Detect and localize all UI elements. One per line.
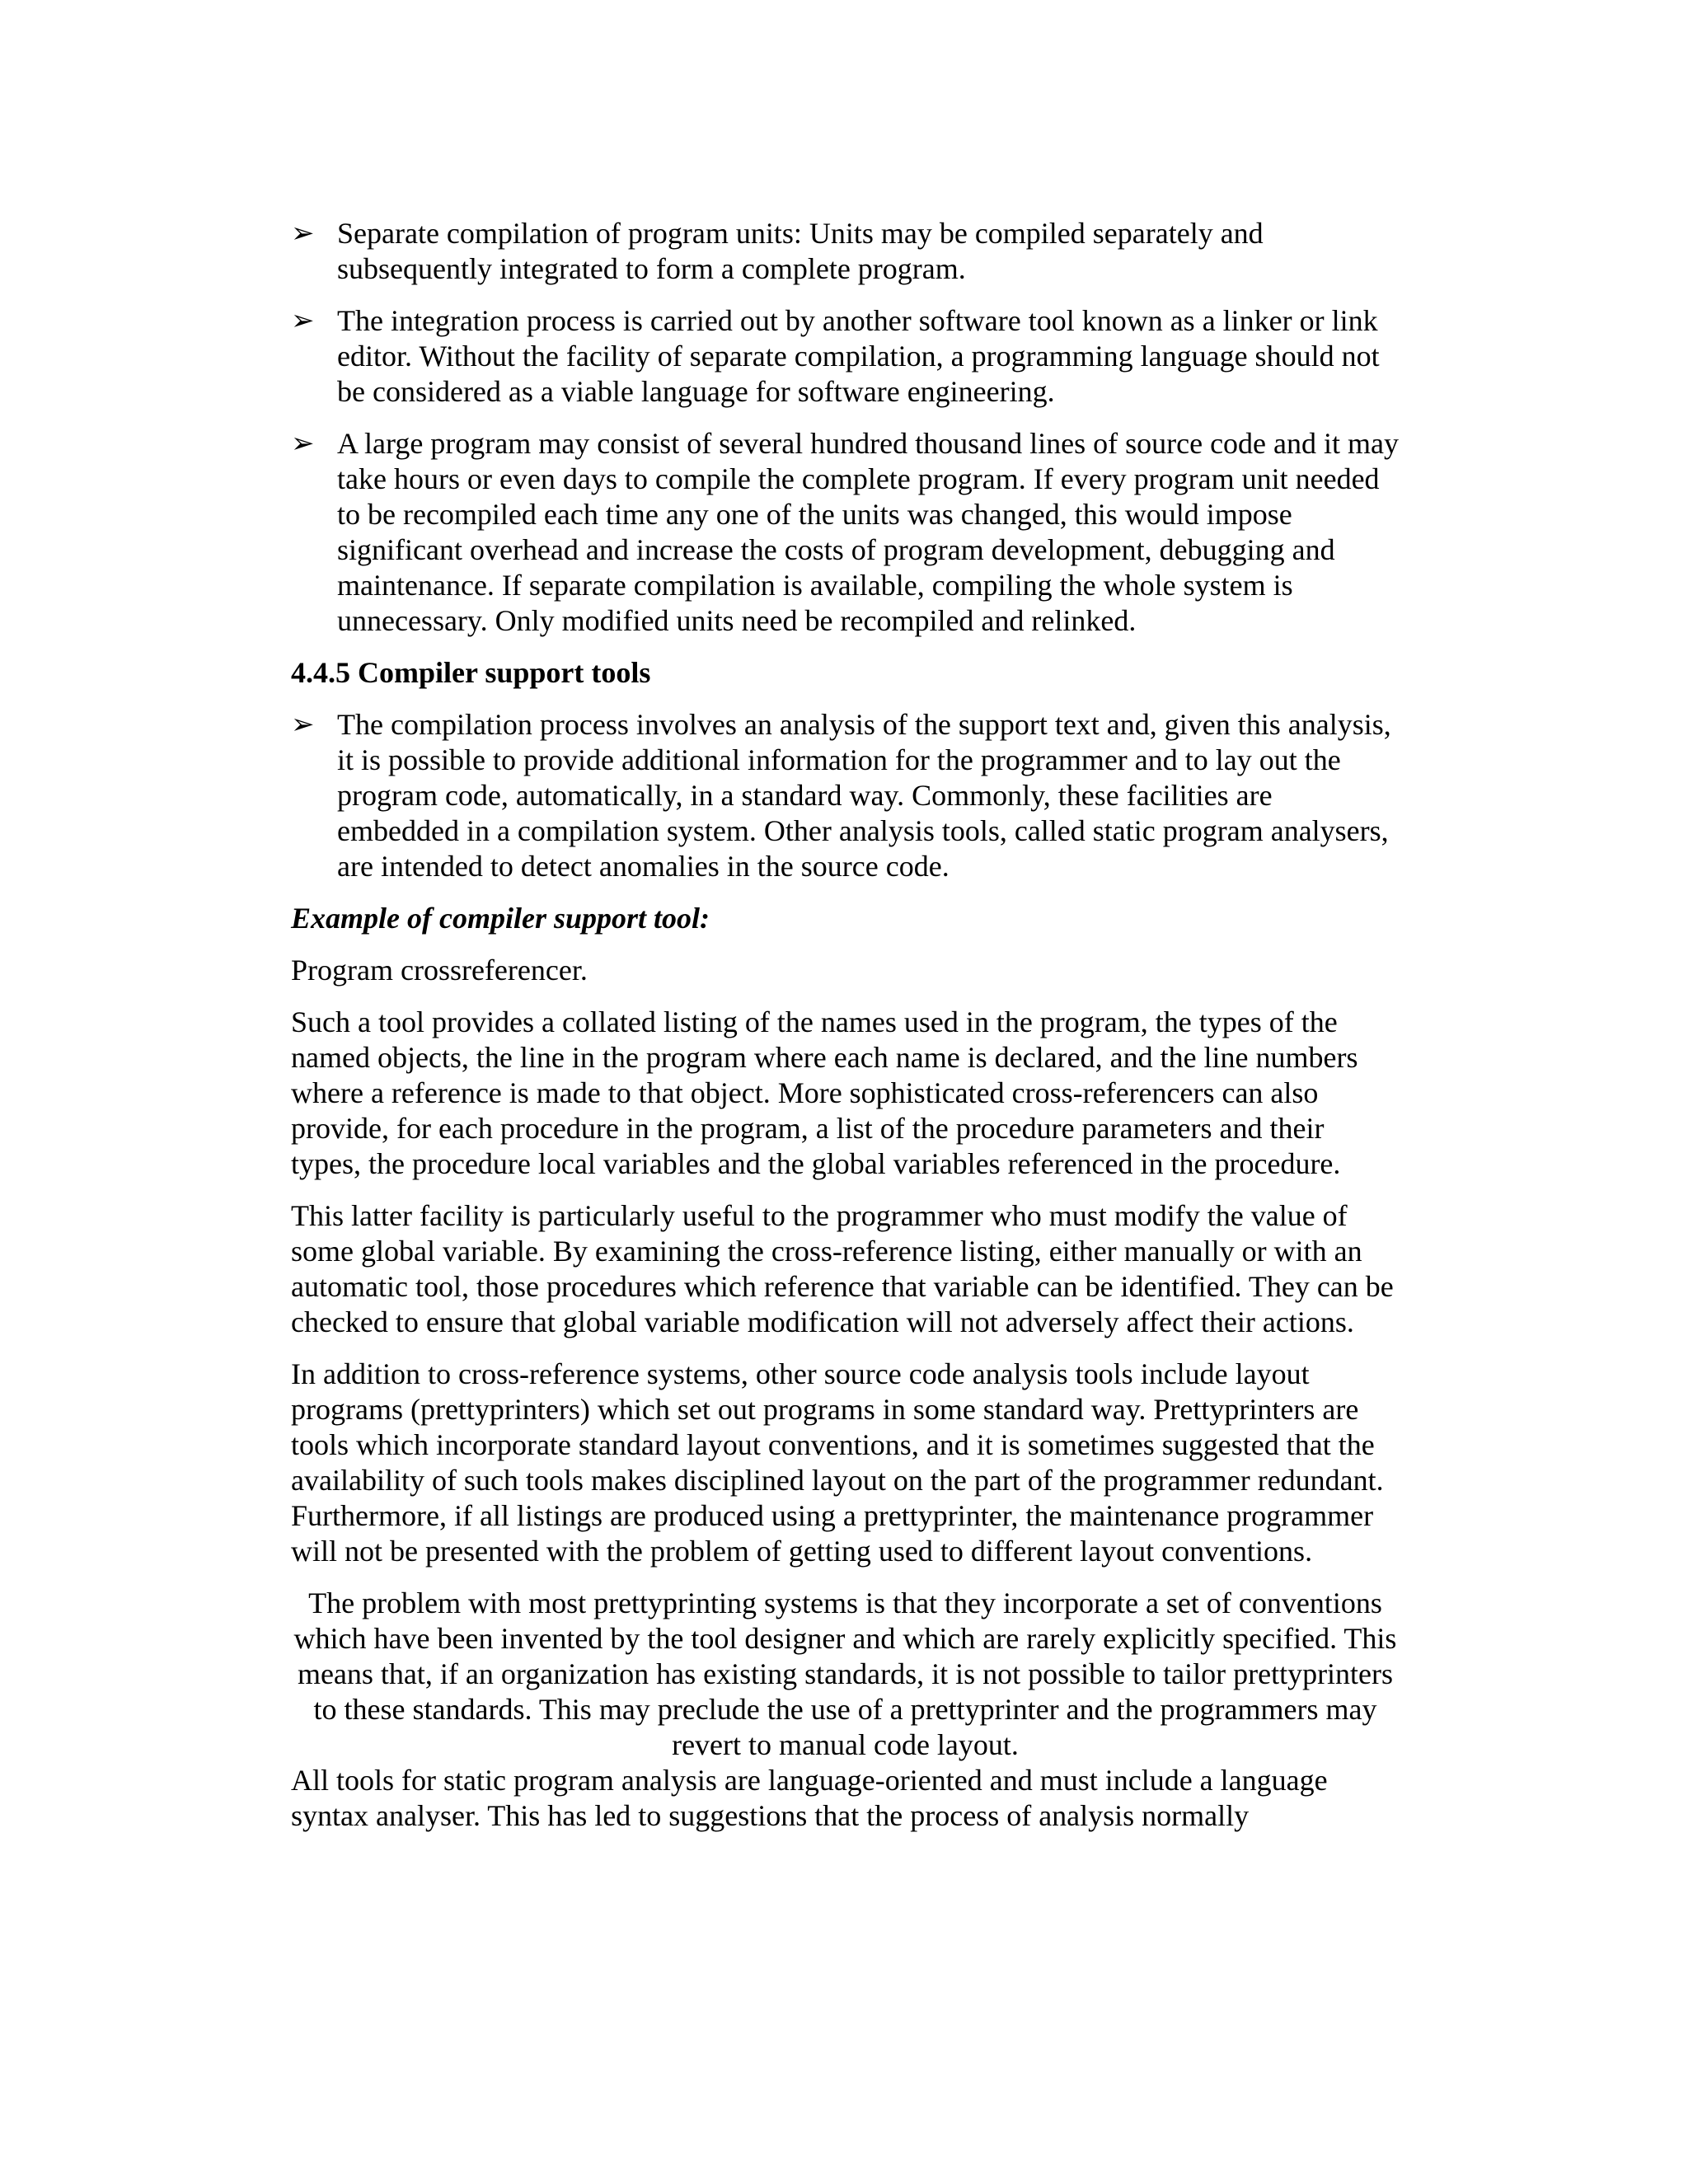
page-content <box>291 216 1400 1850</box>
bullet-text: Separate compilation of program units: Units may be compiled separately and subsequently integrated to form a complete program. <box>337 217 1264 285</box>
paragraph: In addition to cross-reference systems, other source code analysis tools include layout programs (prettyprinters) which set out programs in some standard way. Prettyprinters are tools which incorporate standard layout conventions, and it is sometimes suggested that the availability of such tools makes disciplined layout on the part of the programmer redundant. Furthermore, if all listings are produced using a prettyprinter, the maintenance programmer will not be presented with the problem of getting used to different layout conventions. <box>291 1357 1384 1568</box>
arrow-bullet-icon: ➢ <box>291 218 315 249</box>
bullet-text: The integration process is carried out by another software tool known as a linker or link editor. Without the facility of separate compilation, a programming language should not be considered as a viable language for software engineering. <box>337 304 1380 408</box>
arrow-bullet-icon: ➢ <box>291 306 315 336</box>
section-heading: 4.4.5 Compiler support tools <box>291 656 651 689</box>
paragraph: This latter facility is particularly useful to the programmer who must modify the value of some global variable. By examining the cross-reference listing, either manually or with an automatic tool, those procedures which reference that variable can be identified. They can be checked to ensure that global variable modification will not adversely affect their actions. <box>291 1199 1394 1338</box>
list-item <box>291 216 1400 287</box>
bullet-text: A large program may consist of several hundred thousand lines of source code and it may take hours or even days to compile the complete program. If every program unit needed to be recompiled each time any one of the units was changed, this would impose significant overhead and increase the costs of program development, debugging and maintenance. If separate compilation is available, compiling the whole system is unnecessary. Only modified units need be recompiled and relinked. <box>337 427 1399 637</box>
top-bullet-list <box>291 216 1400 639</box>
paragraph: Program crossreferencer. <box>291 954 588 987</box>
list-item <box>291 303 1400 410</box>
example-heading: Example of compiler support tool: <box>291 902 710 935</box>
bullet-text: The compilation process involves an analysis of the support text and, given this analysis, it is possible to provide additional information for the programmer and to lay out the program code, automatically, in a standard way. Commonly, these facilities are embedded in a compilation system. Other analysis tools, called static program analysers, are intended to detect anomalies in the source code. <box>337 708 1391 883</box>
arrow-bullet-icon: ➢ <box>291 710 315 740</box>
list-item <box>291 707 1400 884</box>
list-item <box>291 426 1400 639</box>
paragraph: Such a tool provides a collated listing of the names used in the program, the types of the named objects, the line in the program where each name is declared, and the line numbers where a reference is made to that object. More sophisticated cross-referencers can also provide, for each procedure in the program, a list of the procedure parameters and their types, the procedure local variables and the global variables referenced in the procedure. <box>291 1005 1358 1180</box>
final-paragraph: All tools for static program analysis are language-oriented and must include a language syntax analyser. This has led to suggestions that the process of analysis normally <box>291 1764 1328 1832</box>
section-bullet-list <box>291 707 1400 884</box>
centered-paragraph: The problem with most prettyprinting systems is that they incorporate a set of conventions which have been invented by the tool designer and which are rarely explicitly specified. This means that, if an organization has existing standards, it is not possible to tailor prettyprinters to these standards. This may preclude the use of a prettyprinter and the programmers may revert to manual code layout. <box>293 1586 1397 1761</box>
arrow-bullet-icon: ➢ <box>291 429 315 459</box>
